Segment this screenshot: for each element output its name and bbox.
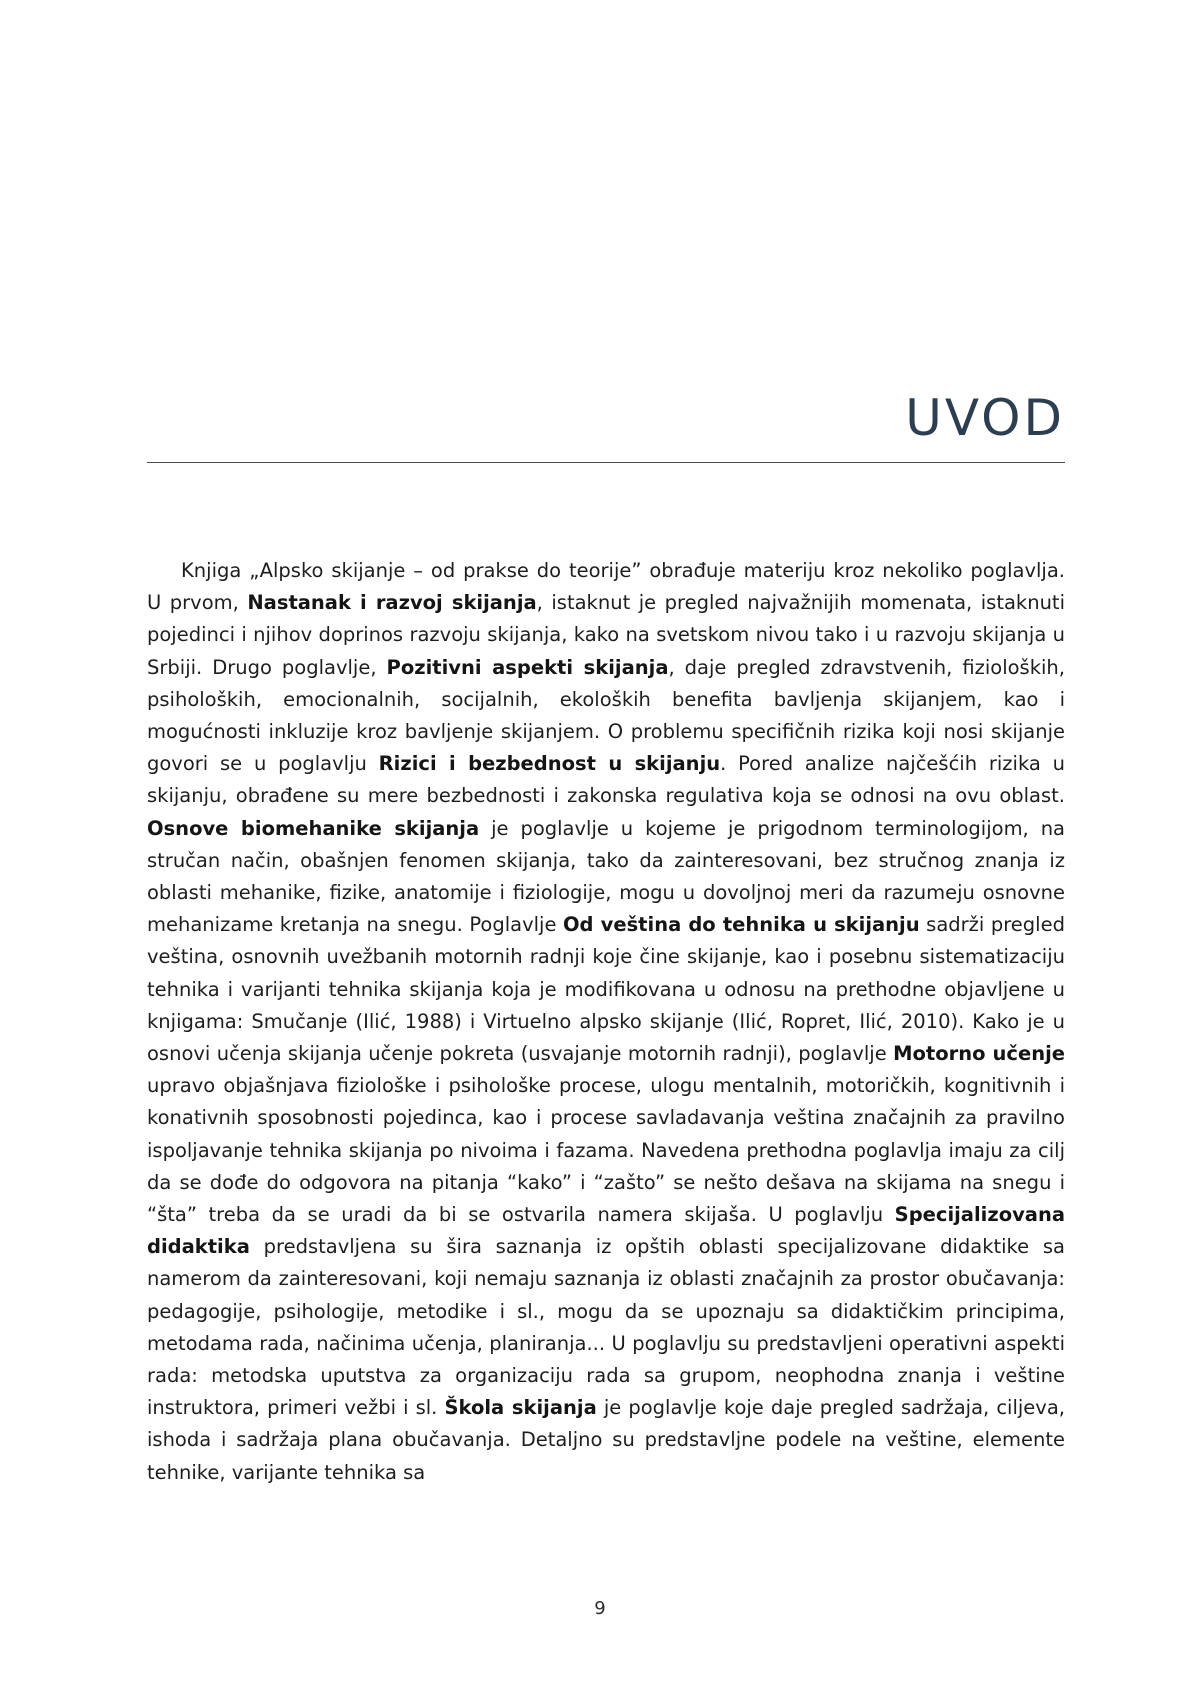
text-segment: Knjiga „Alpsko skijanje – od prakse do teorije” obrađuje materiju kroz nekoliko poglavlja. U prvom, <box>147 559 1065 615</box>
chapter-reference: Nastanak i razvoj skijanja <box>247 591 537 615</box>
page-number: 9 <box>594 1598 606 1619</box>
chapter-reference: Rizici i bezbednost u skijanju <box>378 752 721 776</box>
body-paragraph <box>147 555 1065 1489</box>
chapter-reference: Pozitivni aspekti skijanja <box>386 655 669 679</box>
chapter-reference: Motorno učenje <box>893 1042 1065 1066</box>
chapter-title: UVOD <box>905 389 1065 447</box>
chapter-reference: Specijalizovana didaktika <box>147 1203 1065 1259</box>
text-segment: je poglavlje u kojeme je prigodnom terminologijom, na stručan način, obašnjen fenomen skijanja, tako da zainteresovani, bez stručnog znanja iz oblasti mehanike, fizike, anatomije i fiziologije, mogu u dovoljnoj meri da razumeju osnovne mehanizame kretanja na snegu. Poglavlje <box>147 816 1066 937</box>
text-segment: , istaknut je pregled najvažnijih momenata, istaknuti pojedinci i njihov doprinos razvoju skijanja, kako na svetskom nivou tako i u razvoju skijanja u Srbiji. Drugo poglavlje, <box>147 591 1065 679</box>
text-segment: , daje pregled zdravstvenih, fizioloških, psiholoških, emocionalnih, socijalnih, ekoloških benefita bavljenja skijanjem, kao i mogućnosti inkluzije kroz bavljenje skijanjem. O problemu specifičnih rizika koji nosi skijanje govori se u poglavlju <box>147 655 1065 776</box>
text-segment: predstavljena su šira saznanja iz opštih oblasti specijalizovane didaktike sa namerom da zainteresovani, koji nemaju saznanja iz oblasti značajnih za prostor obučavanja: pedagogije, psihologije, metodike i sl., mogu da se upoznaju sa didaktičkim principima, metodama rada, načinima učenja, planiranja... U poglavlju su predstavljeni operativni aspekti rada: metodska uputstva za organizaciju rada sa grupom, neophodna znanja i veštine instruktora, primeri vežbi i sl. <box>147 1235 1065 1420</box>
chapter-reference: Od veština do tehnika u skijanju <box>562 913 920 937</box>
title-divider <box>147 462 1065 463</box>
chapter-reference: Škola skijanja <box>444 1396 597 1420</box>
text-segment: upravo objašnjava fiziološke i psihološke procese, ulogu mentalnih, motoričkih, kognitivnih i konativnih sposobnosti pojedinca, kao i procese savladavanja veština značajnih za pravilno ispoljavanje tehnika skijanja po nivoima i fazama. Navedena prethodna poglavlja imaju za cilj da se dođe do odgovora na pitanja “kako” i “zašto” se nešto dešava na skijama na snegu i “šta” treba da se uradi da bi se ostvarila namera skijaša. U poglavlju <box>147 1074 1065 1227</box>
chapter-reference: Osnove biomehanike skijanja <box>147 816 480 840</box>
text-segment: je poglavlje koje daje pregled sadržaja, ciljeva, ishoda i sadržaja plana obučavanja. Detaljno su predstavljne podele na veštine, elemente tehnike, varijante tehnika sa <box>147 1396 1065 1484</box>
text-segment: sadrži pregled veština, osnovnih uvežbanih motornih radnji koje čine skijanje, kao i posebnu sistematizaciju tehnika i varijanti tehnika skijanja koja je modifikovana u odnosu na prethodne objavljene u knjigama: Smučanje (Ilić, 1988) i Virtuelno alpsko skijanje (Ilić, Ropret, Ilić, 2010). Kako je u osnovi učenja skijanja učenje pokreta (usvajanje motornih radnji), poglavlje <box>147 913 1065 1066</box>
text-segment: . Pored analize najčešćih rizika u skijanju, obrađene su mere bezbednosti i zakonska regulativa koja se odnosi na ovu oblast. <box>147 752 1065 808</box>
